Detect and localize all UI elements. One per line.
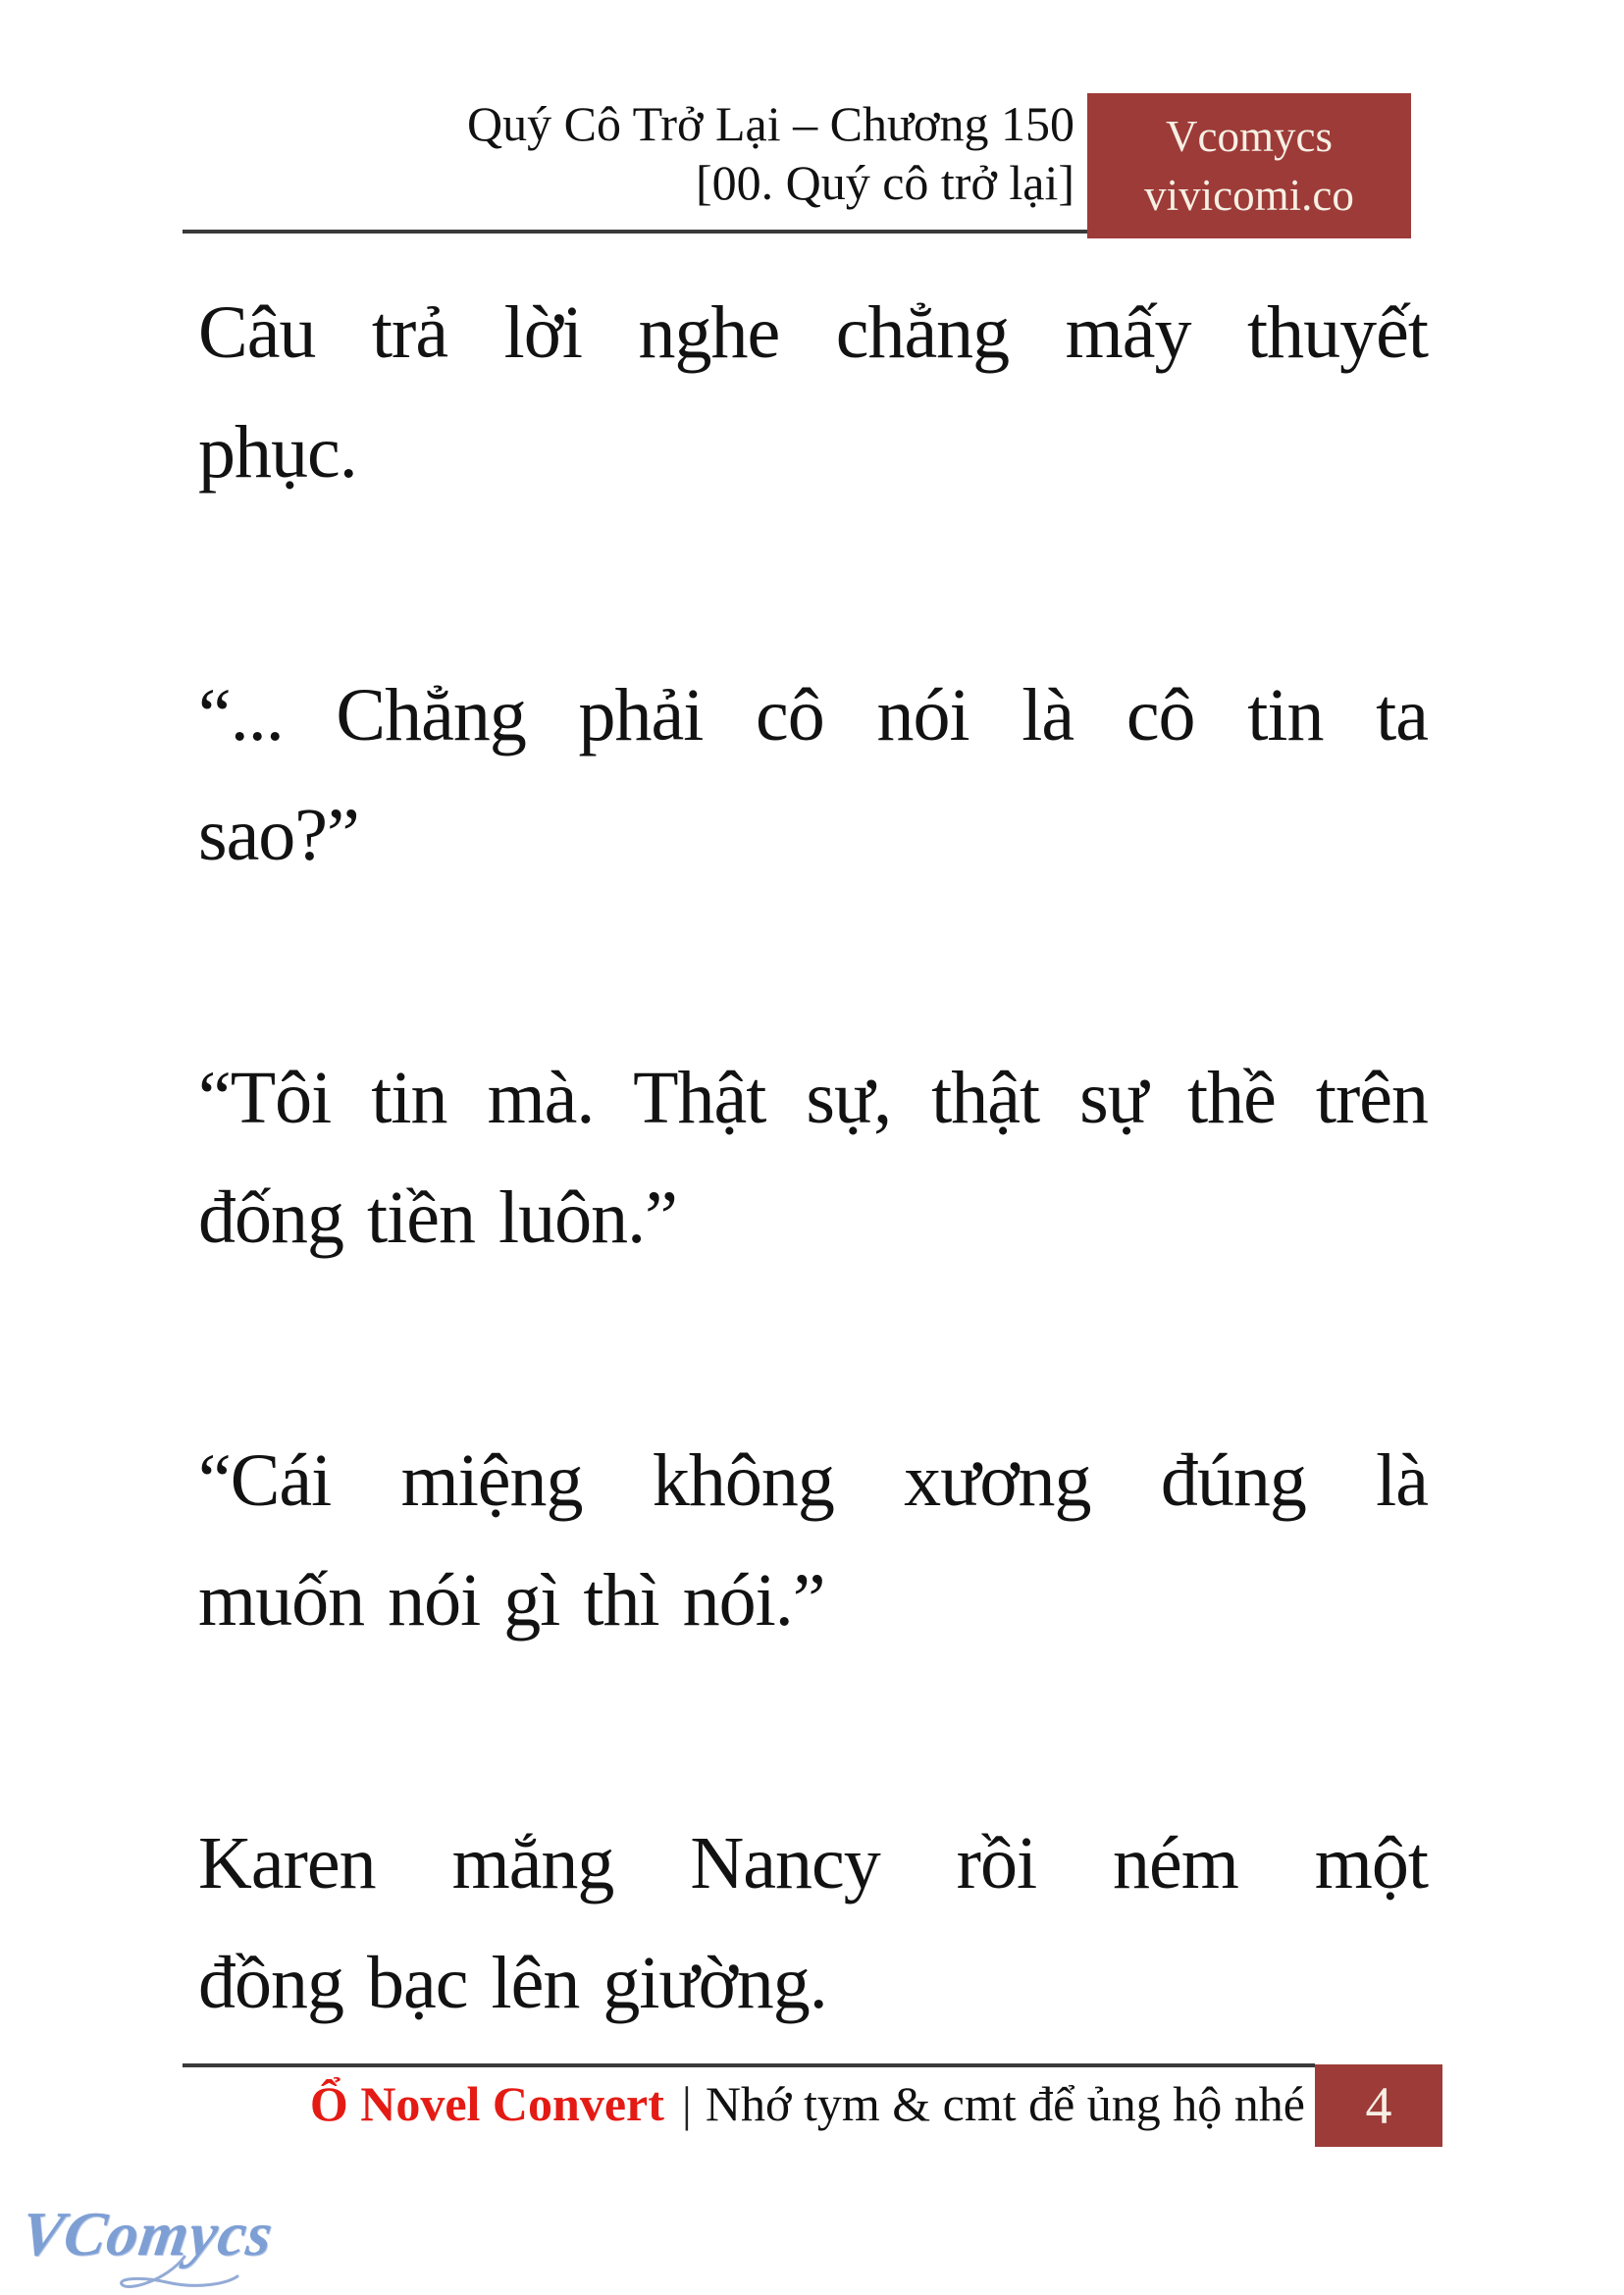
footer-separator: | <box>681 2076 692 2131</box>
paragraph <box>198 273 1428 512</box>
footer-divider <box>183 2063 1315 2067</box>
watermark-text: VComycs <box>17 2199 278 2269</box>
text-line: sao?” <box>198 794 359 876</box>
page-number-badge <box>1315 2064 1442 2147</box>
brand-site: vivicomi.co <box>1144 171 1354 220</box>
brand-box <box>1087 93 1411 238</box>
paragraph <box>198 1421 1428 1660</box>
footer-credit <box>310 2068 1305 2139</box>
text-line: đống tiền luôn.” <box>198 1176 677 1259</box>
footer-brand: Ổ Novel Convert <box>309 2076 664 2131</box>
chapter-title: Quý Cô Trở Lại – Chương 150 <box>467 96 1074 151</box>
footer-message: Nhớ tym & cmt để ủng hộ nhé <box>705 2076 1305 2131</box>
body-text <box>198 273 1428 2186</box>
paragraph <box>198 655 1428 895</box>
text-line: “... Chẳng phải cô nói là cô tin ta <box>198 674 1428 756</box>
text-line: “Tôi tin mà. Thật sự, thật sự thề trên <box>198 1057 1428 1139</box>
text-line: Câu trả lời nghe chẳng mấy thuyết <box>198 291 1428 374</box>
paragraph <box>198 1803 1428 2043</box>
paragraph <box>198 1038 1428 1278</box>
brand-name: Vcomycs <box>1166 112 1333 161</box>
text-line: muốn nói gì thì nói.” <box>198 1559 825 1642</box>
header-title-block <box>186 94 1074 212</box>
text-line: đồng bạc lên giường. <box>198 1942 827 2024</box>
vcomycs-watermark-logo <box>17 2198 316 2291</box>
text-line: phục. <box>198 411 357 494</box>
text-line: “Cái miệng không xương đúng là <box>198 1439 1428 1522</box>
text-line: Karen mắng Nancy rồi ném một <box>198 1822 1428 1904</box>
chapter-subtitle: [00. Quý cô trở lại] <box>695 155 1074 210</box>
page-number: 4 <box>1365 2076 1392 2135</box>
